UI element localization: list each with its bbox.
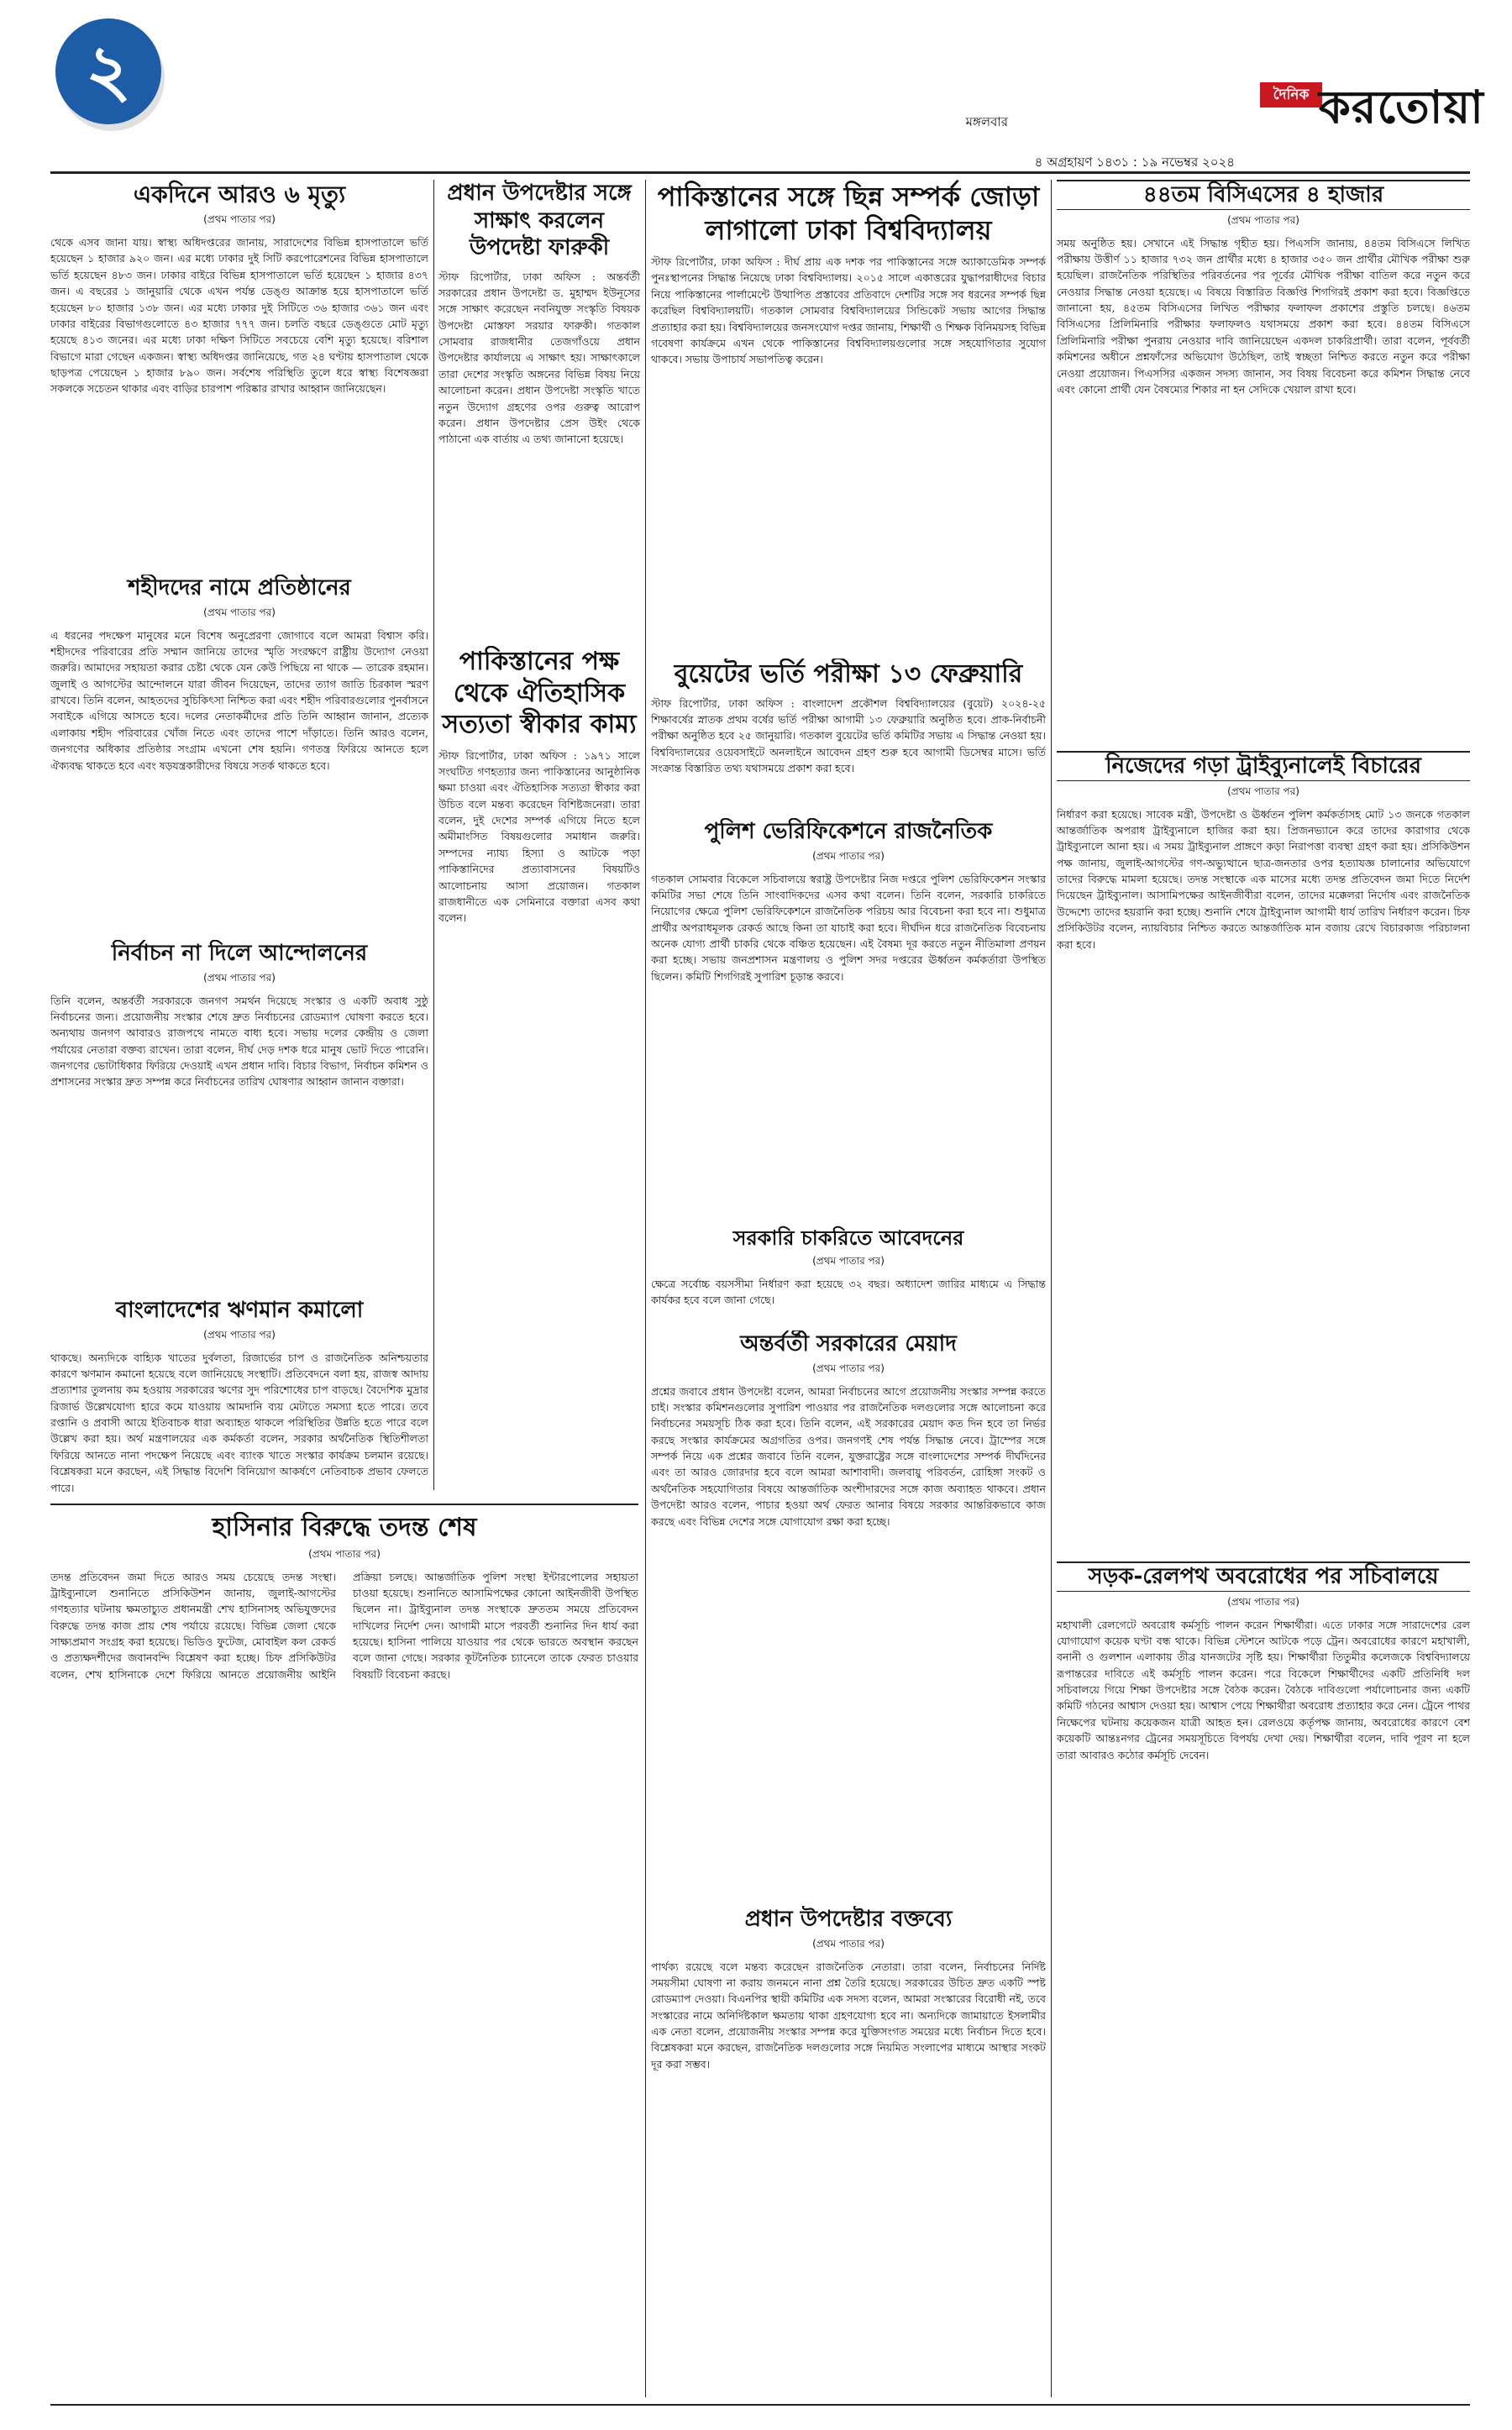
- article-2-headline: শহীদদের নামে প্রতিষ্ঠানের: [128, 575, 351, 601]
- date-line: ৪ অগ্রহায়ণ ১৪৩১ : ১৯ নভেম্বর ২০২৪: [1034, 155, 1235, 170]
- article-9-headline: পুলিশ ভেরিফিকেশনে রাজনৈতিক: [704, 819, 993, 844]
- article-1: [50, 180, 428, 562]
- article-16-top-rule: [50, 1504, 638, 1505]
- page-number: ২: [85, 29, 132, 112]
- logo-box: [1260, 81, 1487, 146]
- page-number-badge: [55, 18, 161, 124]
- article-8: [651, 659, 1046, 806]
- article-13-headline: ৪৪তম বিসিএসের ৪ হাজার: [1057, 180, 1470, 210]
- article-15: [1057, 1561, 1470, 2393]
- article-14-continued: (প্রথম পাতার পর): [1227, 785, 1299, 797]
- article-9-body: গতকাল সোমবার বিকেলে সচিবালয়ে স্বরাষ্ট্র উপদেষ্টার নিজ দপ্তরে পুলিশ ভেরিফিকেশন সংস্কার কমিটির সভা শেষে তিনি সাংবাদিকদের এসব কথা বলেন। তিনি বলেন, সরকারি চাকরিতে নিয়োগের ক্ষেত্রে পুলিশ ভেরিফিকেশনে রাজনৈতিক পরিচয় আর বিবেচনা করা হবে না। শুধুমাত্র প্রার্থীর অপরাধমূলক রেকর্ড আছে কিনা তা যাচাই করা হবে। দীর্ঘদিন ধরে রাজনৈতিক বিবেচনায় অনেক যোগ্য প্রার্থী চাকরি থেকে বঞ্চিত হয়েছেন। এই বৈষম্য দূর করতে নতুন নীতিমালা প্রণয়ন করা হচ্ছে। সভায় জনপ্রশাসন মন্ত্রণালয় ও পুলিশ সদর দপ্তরের ঊর্ধ্বতন কর্মকর্তারা উপস্থিত ছিলেন। কমিটি শিগগিরই সুপারিশ চূড়ান্ত করবে।: [651, 872, 1046, 983]
- article-2-continued: (প্রথম পাতার পর): [203, 606, 276, 618]
- article-12-continued: (প্রথম পাতার পর): [812, 1937, 885, 1950]
- article-10-body: ক্ষেত্রে সর্বোচ্চ বয়সসীমা নির্ধারণ করা হয়েছে ৩২ বছর। অধ্যাদেশ জারির মাধ্যমে এ সিদ্ধান্ত কার্যকর হবে বলে জানা গেছে।: [651, 1278, 1046, 1307]
- article-2-body: এ ধরনের পদক্ষেপ মানুষের মনে বিশেষ অনুপ্রেরণা জোগাবে বলে আমরা বিশ্বাস করি। শহীদদের পরিবারের প্রতি সম্মান জানিয়ে তাদের স্মৃতি সংরক্ষণে রাষ্ট্রীয় উদ্যোগ নেওয়া জরুরি। আমাদের সহায়তা করার চেষ্টা থেকে যেন কেউ পিছিয়ে না থাকে — তারেক রহমান। জুলাই ও আগস্টের আন্দোলনে যারা জীবন দিয়েছেন, তাদের ত্যাগ জাতি চিরকাল স্মরণ রাখবে। তিনি বলেন, আহতদের সুচিকিৎসা নিশ্চিত করা এবং শহীদ পরিবারগুলোর পুনর্বাসনে সবাইকে এগিয়ে আসতে হবে। দলের নেতাকর্মীদের প্রতি তিনি আহ্বান জানান, প্রত্যেক এলাকায় শহীদ পরিবারের খোঁজ নিতে এবং তাদের পাশে দাঁড়াতে। তিনি আরও বলেন, জনগণের অধিকার প্রতিষ্ঠার সংগ্রাম এখনো শেষ হয়নি। গণতন্ত্র ফিরিয়ে আনতে হলে ঐক্যবদ্ধ থাকতে হবে এবং ষড়যন্ত্রকারীদের বিষয়ে সতর্ক থাকতে হবে।: [50, 628, 428, 772]
- column-4: [1057, 180, 1470, 2397]
- article-11-body: প্রশ্নের জবাবে প্রধান উপদেষ্টা বলেন, আমরা নির্বাচনের আগে প্রয়োজনীয় সংস্কার সম্পন্ন করতে চাই। সংস্কার কমিশনগুলোর সুপারিশ পাওয়ার পর রাজনৈতিক দলগুলোর সঙ্গে আলোচনা করে নির্বাচনের সময়সূচি ঠিক করা হবে। তিনি বলেন, এই সরকারের মেয়াদ কত দিন হবে তা নির্ভর করছে সংস্কার কার্যক্রমের অগ্রগতির ওপর। জনগণই শেষ পর্যন্ত সিদ্ধান্ত নেবে। ট্রাম্পের সঙ্গে সম্পর্ক নিয়ে এক প্রশ্নের জবাবে তিনি বলেন, যুক্তরাষ্ট্রের সঙ্গে বাংলাদেশের সম্পর্ক দীর্ঘদিনের এবং তা আরও জোরদার হবে বলে আমরা আশাবাদী। জলবায়ু পরিবর্তন, রোহিঙ্গা সংকট ও অর্থনৈতিক সহযোগিতার বিষয়ে আন্তর্জাতিক অংশীদারদের সঙ্গে কাজ অব্যাহত থাকবে। প্রধান উপদেষ্টা আরও বলেন, পাচার হওয়া অর্থ ফেরত আনার বিষয়ে সরকার আন্তরিকভাবে কাজ করছে এবং বিভিন্ন দেশের সঙ্গে যোগাযোগ রক্ষা করা হচ্ছে।: [651, 1384, 1046, 1528]
- article-9: [651, 818, 1046, 1213]
- article-2: [50, 575, 428, 927]
- article-9-continued: (প্রথম পাতার পর): [812, 849, 885, 862]
- article-12-headline: প্রধান উপদেষ্টার বক্তব্যে: [744, 1907, 953, 1932]
- article-4-headline: বাংলাদেশের ঋণমান কমালো: [115, 1298, 364, 1323]
- footer-rule: [50, 2404, 1470, 2406]
- column-rule-3: [1051, 180, 1052, 2397]
- article-11-headline: অন্তর্বর্তী সরকারের মেয়াদ: [740, 1331, 957, 1357]
- article-7-headline: পাকিস্তানের সঙ্গে ছিন্ন সম্পর্ক জোড়া লাগালো ঢাকা বিশ্ববিদ্যালয়: [657, 181, 1040, 246]
- article-3: [50, 940, 428, 1284]
- article-14-body: নির্ধারণ করা হয়েছে। সাবেক মন্ত্রী, উপদেষ্টা ও ঊর্ধ্বতন পুলিশ কর্মকর্তাসহ মোট ১৩ জনকে গতকাল আন্তর্জাতিক অপরাধ ট্রাইব্যুনালে হাজির করা হয়। প্রিজনভ্যানে করে তাদের কারাগার থেকে ট্রাইব্যুনালে আনা হয়। এ সময় ট্রাইব্যুনাল প্রাঙ্গণে কড়া নিরাপত্তা ব্যবস্থা গ্রহণ করা হয়। প্রসিকিউশন পক্ষ জানায়, জুলাই-আগস্টের গণ-অভ্যুত্থানে ছাত্র-জনতার ওপর হত্যাযজ্ঞ চালানোর অভিযোগে তাদের বিরুদ্ধে মামলা হয়েছে। তদন্ত সংস্থাকে এক মাসের মধ্যে তদন্ত প্রতিবেদন জমা দিতে নির্দেশ দিয়েছেন ট্রাইব্যুনাল। আসামিপক্ষের আইনজীবীরা বলেন, তাদের মক্কেলরা নির্দোষ এবং রাজনৈতিক উদ্দেশ্যে তাদের হয়রানি করা হচ্ছে। শুনানি শেষে ট্রাইব্যুনাল আগামী ধার্য তারিখ নির্ধারণ করেন। চিফ প্রসিকিউটর বলেন, ন্যায়বিচার নিশ্চিত করতে আন্তর্জাতিক মান বজায় রেখে বিচারকাজ পরিচালনা করা হবে।: [1057, 807, 1470, 951]
- article-15-continued: (প্রথম পাতার পর): [1227, 1595, 1299, 1608]
- article-4-body: থাকছে। অন্যদিকে বাহ্যিক খাতের দুর্বলতা, রিজার্ভের চাপ ও রাজনৈতিক অনিশ্চয়তার কারণে ঋণমান কমানো হয়েছে বলে জানিয়েছে সংস্থাটি। প্রতিবেদনে বলা হয়, রাজস্ব আদায় প্রত্যাশার তুলনায় কম হওয়ায় সরকারের ঋণের সুদ পরিশোধের চাপ বাড়ছে। বৈদেশিক মুদ্রার রিজার্ভ উল্লেখযোগ্য হারে কমে যাওয়ায় আমদানি ব্যয় মেটাতে সমস্যা হতে পারে। তবে রপ্তানি ও প্রবাসী আয়ে ইতিবাচক ধারা অব্যাহত থাকলে পরিস্থিতির উন্নতি হতে পারে বলে উল্লেখ করা হয়। অর্থ মন্ত্রণালয়ের এক কর্মকর্তা বলেন, সরকার অর্থনৈতিক স্থিতিশীলতা ফিরিয়ে আনতে নানা পদক্ষেপ নিয়েছে এবং ব্যাংক খাতে সংস্কার কার্যক্রম চলমান রয়েছে। বিশ্লেষকরা মনে করছেন, এই সিদ্ধান্ত বিদেশি বিনিয়োগ আকর্ষণে নেতিবাচক প্রভাব ফেলতে পারে।: [50, 1351, 428, 1494]
- article-16-body: তদন্ত প্রতিবেদন জমা দিতে আরও সময় চেয়েছে তদন্ত সংস্থা। ট্রাইব্যুনালে শুনানিতে প্রসিকিউশন জানায়, জুলাই-আগস্টের গণহত্যার ঘটনায় ক্ষমতাচ্যুত প্রধানমন্ত্রী শেখ হাসিনাসহ অভিযুক্তদের বিরুদ্ধে তদন্ত কাজ প্রায় শেষ পর্যায়ে রয়েছে। বিভিন্ন জেলা থেকে সাক্ষ্যপ্রমাণ সংগ্রহ করা হয়েছে। ভিডিও ফুটেজ, মোবাইল কল রেকর্ড ও প্রত্যক্ষদর্শীদের জবানবন্দি বিশ্লেষণ করা হচ্ছে। চিফ প্রসিকিউটর বলেন, শেখ হাসিনাকে দেশে ফিরিয়ে আনতে প্রয়োজনীয় আইনি প্রক্রিয়া চলছে। আন্তর্জাতিক পুলিশ সংস্থা ইন্টারপোলের সহায়তা চাওয়া হয়েছে। শুনানিতে আসামিপক্ষের কোনো আইনজীবী উপস্থিত ছিলেন না। ট্রাইব্যুনাল তদন্ত সংস্থাকে দ্রুততম সময়ে প্রতিবেদন দাখিলের নির্দেশ দেন। আগামী মাসে পরবর্তী শুনানির দিন ধার্য করা হয়েছে। হাসিনা পালিয়ে যাওয়ার পর থেকে ভারতে অবস্থান করছেন বলে জানা গেছে। সরকার কূটনৈতিক চ্যানেলে তাকে ফেরত চাওয়ার বিষয়টি বিবেচনা করছে।: [50, 1570, 638, 1681]
- article-6-headline: পাকিস্তানের পক্ষ থেকে ঐতিহাসিক সত্যতা স্বীকার কাম্য: [442, 647, 637, 739]
- article-15-headline: সড়ক-রেলপথ অবরোধের পর সচিবালয়ে: [1057, 1561, 1470, 1592]
- article-6: [438, 646, 640, 1477]
- article-1-continued: (প্রথম পাতার পর): [203, 213, 276, 225]
- day-label: মঙ্গলবার: [965, 114, 1008, 129]
- article-14-headline: নিজেদের গড়া ট্রাইব্যুনালেই বিচারের: [1057, 751, 1470, 781]
- article-8-body: স্টাফ রিপোর্টার, ঢাকা অফিস : বাংলাদেশ প্রকৌশল বিশ্ববিদ্যালয়ের (বুয়েট) ২০২৪-২৫ শিক্ষাবর্ষের স্নাতক প্রথম বর্ষের ভর্তি পরীক্ষা আগামী ১৩ ফেব্রুয়ারি অনুষ্ঠিত হবে। প্রাক-নির্বাচনী পরীক্ষা অনুষ্ঠিত হবে ২৫ জানুয়ারি। গতকাল বুয়েটের ভর্তি কমিটির সভায় এ সিদ্ধান্ত নেওয়া হয়। বিশ্ববিদ্যালয়ের ওয়েবসাইটে অনলাইনে আবেদন গ্রহণ শুরু হবে আগামী ডিসেম্বর মাসে। ভর্তি সংক্রান্ত বিস্তারিত তথ্য যথাসময়ে প্রকাশ করা হবে।: [651, 696, 1046, 774]
- article-12: [651, 1906, 1046, 2393]
- article-7: [651, 180, 1046, 646]
- article-14: [1057, 751, 1470, 1549]
- article-16-continued: (প্রথম পাতার পর): [308, 1547, 381, 1560]
- article-6-body: স্টাফ রিপোর্টার, ঢাকা অফিস : ১৯৭১ সালে সংঘটিত গণহত্যার জন্য পাকিস্তানের আনুষ্ঠানিক ক্ষমা চাওয়া এবং ঐতিহাসিক সত্যতা স্বীকার করা উচিত বলে মন্তব্য করেছেন বিশিষ্টজনেরা। তারা বলেন, দুই দেশের সম্পর্ক এগিয়ে নিতে হলে অমীমাংসিত বিষয়গুলোর সমাধান জরুরি। সম্পদের ন্যায্য হিস্যা ও আটকে পড়া পাকিস্তানিদের প্রত্যাবাসনের বিষয়টিও আলোচনায় আসা প্রয়োজন। গতকাল রাজধানীতে এক সেমিনারে বক্তারা এসব কথা বলেন।: [438, 748, 640, 925]
- column-1-2-bottom: [50, 1504, 638, 2402]
- masthead: [0, 0, 1512, 172]
- article-3-body: তিনি বলেন, অন্তর্বর্তী সরকারকে জনগণ সমর্থন দিয়েছে সংস্কার ও একটি অবাধ সুষ্ঠু নির্বাচনের জন্য। প্রয়োজনীয় সংস্কার শেষে দ্রুত নির্বাচনের রোডম্যাপ ঘোষণা করতে হবে। অন্যথায় জনগণ আবারও রাজপথে নামতে বাধ্য হবে। সভায় দলের কেন্দ্রীয় ও জেলা পর্যায়ের নেতারা বক্তব্য রাখেন। তারা বলেন, দীর্ঘ দেড় দশক ধরে মানুষ ভোট দিতে পারেনি। জনগণের ভোটাধিকার ফিরিয়ে দেওয়াই এখন প্রধান দাবি। বিচার বিভাগ, নির্বাচন কমিশন ও প্রশাসনের সংস্কার দ্রুত সম্পন্ন করে নির্বাচনের তারিখ ঘোষণার আহ্বান জানান বক্তারা।: [50, 994, 428, 1089]
- article-16: [50, 1512, 638, 2394]
- article-10-continued: (প্রথম পাতার পর): [812, 1255, 885, 1267]
- masthead-rule: [50, 171, 1470, 174]
- article-13-continued: (প্রথম পাতার পর): [1227, 213, 1299, 226]
- column-rule-1: [433, 180, 434, 1490]
- article-5: [438, 180, 640, 633]
- article-4-continued: (প্রথম পাতার পর): [203, 1328, 276, 1341]
- article-13-body: সময় অনুষ্ঠিত হয়। সেখানে এই সিদ্ধান্ত গৃহীত হয়। পিএসসি জানায়, ৪৪তম বিসিএসে লিখিত পরীক্ষায় উত্তীর্ণ ১১ হাজার ৭৩২ জন প্রার্থীর মধ্যে ৪ হাজার ৩৫০ জন প্রার্থীর মৌখিক পরীক্ষা শুরু হয়েছিল। রাজনৈতিক পরিস্থিতির পরিবর্তনের পর পূর্বের মৌখিক পরীক্ষা বাতিল করে নতুন করে নেওয়ার সিদ্ধান্ত নেওয়া হয়েছে। এ বিষয়ে বিস্তারিত বিজ্ঞপ্তি শিগগিরই প্রকাশ করা হবে। বিজ্ঞপ্তিতে জানানো হয়, ৪৫তম বিসিএসের লিখিত পরীক্ষার ফলাফল প্রকাশের প্রস্তুতি চলছে। ৪৬তম বিসিএসের প্রিলিমিনারি পরীক্ষার ফলাফলও যথাসময়ে প্রকাশ করা হবে। ৪৪তম বিসিএসে প্রিলিমিনারি পরীক্ষা পুনরায় নেওয়ার দাবি জানিয়েছেন একদল চাকরিপ্রার্থী। তারা বলেন, পূর্ববর্তী কমিশনের অধীনে প্রশ্নফাঁসের অভিযোগ উঠেছিল, তাই স্বচ্ছতা নিশ্চিত করতে নতুন করে পরীক্ষা নেওয়া প্রয়োজন। পিএসসির একজন সদস্য জানান, সব বিষয় বিবেচনা করে কমিশন সিদ্ধান্ত নেবে এবং কোনো প্রার্থী যেন বৈষম্যের শিকার না হন সেদিকে খেয়াল রাখা হবে।: [1057, 236, 1470, 396]
- article-13: [1057, 180, 1470, 738]
- article-5-body: স্টাফ রিপোর্টার, ঢাকা অফিস : অন্তর্বর্তী সরকারের প্রধান উপদেষ্টা ড. মুহাম্মদ ইউনূসের সঙ্গে সাক্ষাৎ করেছেন নবনিযুক্ত সংস্কৃতি বিষয়ক উপদেষ্টা মোস্তফা সরয়ার ফারুকী। গতকাল সোমবার রাজধানীর তেজগাঁওয়ে প্রধান উপদেষ্টার কার্যালয়ে এ সাক্ষাৎ হয়। সাক্ষাৎকালে তারা দেশের সংস্কৃতি অঙ্গনের বিভিন্ন বিষয় নিয়ে আলোচনা করেন। প্রধান উপদেষ্টা সংস্কৃতি খাতে নতুন উদ্যোগ গ্রহণের ওপর গুরুত্ব আরোপ করেন। প্রধান উপদেষ্টার প্রেস উইং থেকে পাঠানো এক বার্তায় এ তথ্য জানানো হয়েছে।: [438, 270, 640, 446]
- article-7-body: স্টাফ রিপোর্টার, ঢাকা অফিস : দীর্ঘ প্রায় এক দশক পর পাকিস্তানের সঙ্গে অ্যাকাডেমিক সম্পর্ক পুনঃস্থাপনের সিদ্ধান্ত নিয়েছে ঢাকা বিশ্ববিদ্যালয়। ২০১৫ সালে একাত্তরের যুদ্ধাপরাধীদের বিচার নিয়ে পাকিস্তানের পার্লামেন্টে উত্থাপিত প্রস্তাবের প্রতিবাদে দেশটির সঙ্গে সব ধরনের সম্পর্ক ছিন্ন করেছিল বিশ্ববিদ্যালয়টি। গতকাল সোমবার বিশ্ববিদ্যালয়ের সিন্ডিকেট সভায় আগের সিদ্ধান্ত প্রত্যাহার করা হয়। বিশ্ববিদ্যালয়ের জনসংযোগ দপ্তর জানায়, শিক্ষার্থী ও শিক্ষক বিনিময়সহ বিভিন্ন গবেষণা কার্যক্রমে এখন থেকে পাকিস্তানের বিশ্ববিদ্যালয়গুলোর সঙ্গে সহযোগিতার সুযোগ থাকবে। সভায় উপাচার্য সভাপতিত্ব করেন।: [651, 255, 1046, 366]
- article-5-headline: প্রধান উপদেষ্টার সঙ্গে সাক্ষাৎ করলেন উপদেষ্টা ফারুকী: [447, 181, 632, 260]
- article-1-headline: একদিনে আরও ৬ মৃত্যু: [133, 181, 346, 208]
- article-16-headline: হাসিনার বিরুদ্ধে তদন্ত শেষ: [212, 1513, 477, 1542]
- column-3: [651, 180, 1046, 2397]
- article-10-headline: সরকারি চাকরিতে আবেদনের: [732, 1226, 964, 1250]
- article-3-continued: (প্রথম পাতার পর): [203, 971, 276, 984]
- logo-small: দৈনিক: [1260, 82, 1322, 108]
- article-15-body: মহাখালী রেলগেটে অবরোধ কর্মসূচি পালন করেন শিক্ষার্থীরা। এতে ঢাকার সঙ্গে সারাদেশের রেল যোগাযোগ কয়েক ঘণ্টা বন্ধ থাকে। বিভিন্ন স্টেশনে আটকে পড়ে ট্রেন। অবরোধের কারণে মহাখালী, বনানী ও গুলশান এলাকায় তীব্র যানজটের সৃষ্টি হয়। শিক্ষার্থীরা তিতুমীর কলেজকে বিশ্ববিদ্যালয়ে রূপান্তরের দাবিতে এই কর্মসূচি পালন করেন। পরে বিকেলে শিক্ষার্থীদের একটি প্রতিনিধি দল সচিবালয়ে গিয়ে শিক্ষা উপদেষ্টার সঙ্গে বৈঠক করেন। বৈঠকে দাবিগুলো পর্যালোচনার জন্য একটি কমিটি গঠনের আশ্বাস দেওয়া হয়। আশ্বাস পেয়ে শিক্ষার্থীরা অবরোধ প্রত্যাহার করে নেন। ট্রেনে পাথর নিক্ষেপের ঘটনায় কয়েকজন যাত্রী আহত হন। রেলওয়ে কর্তৃপক্ষ জানায়, অবরোধের কারণে বেশ কয়েকটি আন্তঃনগর ট্রেনের সময়সূচিতে বিপর্যয় দেখা দেয়। শিক্ষার্থীরা বলেন, দাবি পূরণ না হলে তারা আবারও কঠোর কর্মসূচি দেবেন।: [1057, 1618, 1470, 1761]
- article-12-body: পার্থক্য রয়েছে বলে মন্তব্য করেছেন রাজনৈতিক নেতারা। তারা বলেন, নির্বাচনের নির্দিষ্ট সময়সীমা ঘোষণা না করায় জনমনে নানা প্রশ্ন তৈরি হয়েছে। সরকারের উচিত দ্রুত একটি স্পষ্ট রোডম্যাপ দেওয়া। বিএনপির স্থায়ী কমিটির এক সদস্য বলেন, আমরা সংস্কারের বিরোধী নই, তবে সংস্কারের নামে অনির্দিষ্টকাল ক্ষমতায় থাকা গ্রহণযোগ্য হবে না। অন্যদিকে জামায়াতে ইসলামীর এক নেতা বলেন, প্রয়োজনীয় সংস্কার সম্পন্ন করে যুক্তিসংগত সময়ের মধ্যে নির্বাচন দিতে হবে। বিশ্লেষকরা মনে করছেন, রাজনৈতিক দলগুলোর সঙ্গে নিয়মিত সংলাপের মাধ্যমে আস্থার সংকট দূর করা সম্ভব।: [651, 1960, 1046, 2070]
- column-2: [438, 180, 640, 1490]
- article-11: [651, 1330, 1046, 1893]
- logo-big: করতোয়া: [1319, 81, 1484, 134]
- article-10: [651, 1225, 1046, 1318]
- article-3-headline: নির্বাচন না দিলে আন্দোলনের: [111, 941, 368, 966]
- column-rule-2: [645, 180, 646, 2397]
- article-11-continued: (প্রথম পাতার পর): [812, 1362, 885, 1374]
- article-1-body: থেকে এসব জানা যায়। স্বাস্থ্য অধিদপ্তরের জানায়, সারাদেশের বিভিন্ন হাসপাতালে ভর্তি হয়েছেন ১ হাজার ৯২০ জন। এর মধ্যে ঢাকার দুই সিটি করপোরেশনের বিভিন্ন হাসপাতালে ভর্তি হয়েছেন ৪৮৩ জন। ঢাকার বাইরে বিভিন্ন হাসপাতালে ভর্তি হয়েছেন ১ হাজার ৪৩৭ জন। এ বছরের ১ জানুয়ারি থেকে এখন পর্যন্ত ডেঙ্গু আক্রান্ত হয়ে হাসপাতালে ভর্তি হয়েছেন ৮০ হাজার ১৩৮ জন। এর মধ্যে ঢাকার দুই সিটিতে ৩৬ হাজার ৩৬১ জন এবং ঢাকার বাইরের বিভাগগুলোতে ৪৩ হাজার ৭৭৭ জন। চলতি বছরে ডেঙ্গুতে মোট মৃত্যু হয়েছে ৪১৩ জনের। এর মধ্যে ঢাকা দক্ষিণ সিটিতে সবচেয়ে বেশি মৃত্যু হয়েছে। বরিশাল বিভাগে মারা গেছেন একজন। স্বাস্থ্য অধিদপ্তর জানিয়েছে, গত ২৪ ঘণ্টায় হাসপাতাল থেকে ছাড়পত্র পেয়েছেন ১ হাজার ৮৯০ জন। সর্বশেষ পরিস্থিতি তুলে ধরে স্বাস্থ্য বিশেষজ্ঞরা সকলকে সচেতন থাকার এবং বাড়ির চারপাশ পরিষ্কার রাখার আহ্বান জানিয়েছেন।: [50, 236, 428, 396]
- article-8-headline: বুয়েটের ভর্তি পরীক্ষা ১৩ ফেব্রুয়ারি: [674, 659, 1023, 689]
